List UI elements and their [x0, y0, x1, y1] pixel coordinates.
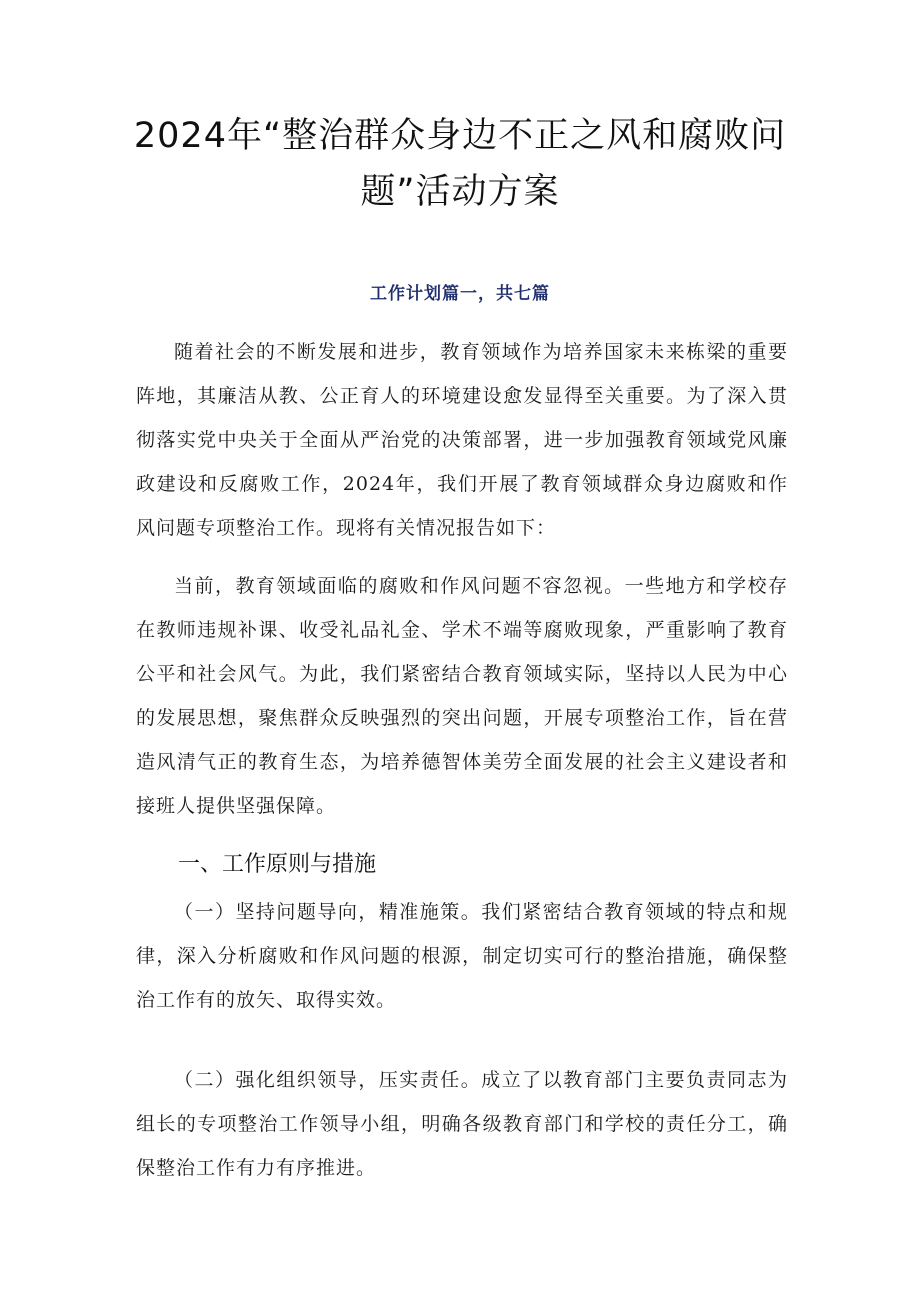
section-paragraph-2: （二）强化组织领导，压实责任。成立了以教育部门主要负责同志为组长的专项整治工作领导小组，明确各级教育部门和学校的责任分工，确保整治工作有力有序推进。 [136, 1069, 788, 1179]
intro-paragraph-2: 当前，教育领域面临的腐败和作风问题不容忽视。一些地方和学校存在教师违规补课、收受礼品礼金、学术不端等腐败现象，严重影响了教育公平和社会风气。为此，我们紧密结合教育领域实际，坚持以人民为中心的发展思想，聚焦群众反映强烈的突出问题，开展专项整治工作，旨在营造风清气正的教育生态，为培养德智体美劳全面发展的社会主义建设者和接班人提供坚强保障。 [136, 575, 788, 817]
section-heading: 一、工作原则与措施 [178, 852, 377, 877]
section-paragraph-1: （一）坚持问题导向，精准施策。我们紧密结合教育领域的特点和规律，深入分析腐败和作风问题的根源，制定切实可行的整治措施，确保整治工作有的放矢、取得实效。 [136, 901, 788, 1011]
intro-paragraph-1: 随着社会的不断发展和进步，教育领域作为培养国家未来栋梁的重要阵地，其廉洁从教、公正育人的环境建设愈发显得至关重要。为了深入贯彻落实党中央关于全面从严治党的决策部署，进一步加强教育领域党风廉政建设和反腐败工作，2024年，我们开展了教育领域群众身边腐败和作风问题专项整治工作。现将有关情况报告如下： [136, 341, 788, 539]
document-title: 2024年“整治群众身边不正之风和腐败问题”活动方案 [133, 116, 787, 212]
document-subtitle: 工作计划篇一，共七篇 [370, 284, 550, 304]
